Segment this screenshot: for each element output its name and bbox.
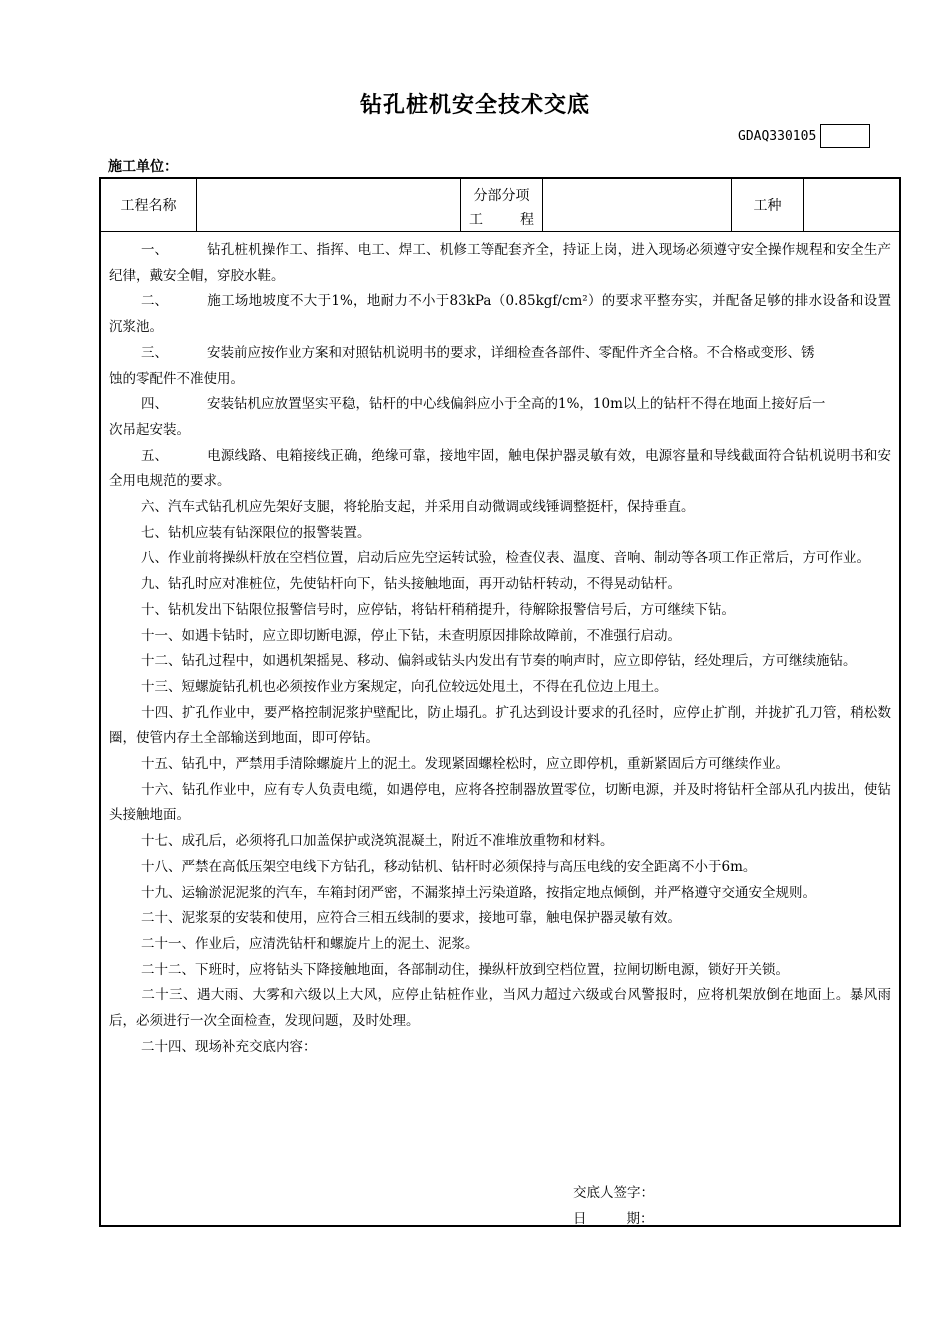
- item-text: 六、汽车式钻孔机应先架好支腿，将轮胎支起，并采用自动微调或线锤调整挺杆，保持垂直。: [141, 499, 695, 516]
- trade-label: 工种: [732, 179, 804, 231]
- disclosure-item: [109, 881, 891, 907]
- disclosure-item: [109, 289, 891, 340]
- disclosure-items: [101, 232, 899, 1061]
- item-text: 十四、扩孔作业中，要严格控制泥浆护壁配比，防止塌孔。扩孔达到设计要求的孔径时，应停止扩削，并拢扩孔刀管，稍松数圈，使管内存土全部输送到地面，即可停钻。: [109, 704, 891, 747]
- signer-label: 交底人签字：: [573, 1185, 654, 1201]
- item-continuation: 蚀的零配件不准使用。: [109, 370, 244, 387]
- trade-value[interactable]: [804, 179, 899, 231]
- item-text: 十七、成孔后，必须将孔口加盖保护或浇筑混凝土，附近不准堆放重物和材料。: [141, 833, 614, 850]
- item-text: 二十三、遇大雨、大雾和六级以上大风，应停止钻桩作业，当风力超过六级或台风警报时，应将机架放倒在地面上。暴风雨后，必须进行一次全面检查，发现问题，及时处理。: [109, 987, 891, 1030]
- item-text: 十五、钻孔中，严禁用手清除螺旋片上的泥土。发现紧固螺栓松时，应立即停机，重新紧固后方可继续作业。: [141, 756, 789, 773]
- item-text: 十六、钻孔作业中，应有专人负责电缆，如遇停电，应将各控制器放置零位，切断电源，并及时将钻杆全部从孔内拔出，使钻头接触地面。: [109, 781, 891, 824]
- item-text: 二十四、现场补充交底内容：: [141, 1038, 317, 1055]
- disclosure-item: [109, 778, 891, 829]
- item-text: 安装前应按作业方案和对照钻机说明书的要求，详细检查各部件、零配件齐全合格。不合格或变形、锈: [207, 344, 815, 361]
- disclosure-item: [109, 392, 891, 418]
- item-text: 钻孔桩机操作工、指挥、电工、焊工、机修工等配套齐全，持证上岗，进入现场必须遵守安全操作规程和安全生产纪律，戴安全帽，穿胶水鞋。: [109, 242, 891, 284]
- date-label-char-a: 日: [573, 1211, 587, 1227]
- sub-project-label: [461, 179, 543, 231]
- sub-project-label-char-b: 程: [520, 212, 534, 228]
- disclosure-item: [109, 238, 891, 289]
- construction-unit-label: 施工单位：: [108, 159, 178, 175]
- table-header: [101, 179, 899, 232]
- disclosure-item: [109, 521, 891, 547]
- disclosure-item: [109, 444, 891, 495]
- item-text: 二十二、下班时，应将钻头下降接触地面，各部制动住，操纵杆放到空档位置，拉闸切断电源，锁好开关锁。: [141, 961, 789, 978]
- form-code: GDAQ330105: [738, 128, 817, 144]
- item-text: 十二、钻孔过程中，如遇机架摇晃、移动、偏斜或钻头内发出有节奏的响声时，应立即停钻，经处理后，方可继续施钻。: [141, 653, 857, 670]
- disclosure-item: [109, 932, 891, 958]
- item-text: 二十、泥浆泵的安装和使用，应符合三相五线制的要求，接地可靠，触电保护器灵敏有效。: [141, 910, 681, 927]
- disclosure-item: [109, 1035, 891, 1061]
- document-title: 钻孔桩机安全技术交底: [359, 93, 590, 118]
- date-label: [573, 1207, 654, 1227]
- item-number: 二、: [141, 293, 168, 310]
- item-number: 四、: [141, 396, 168, 413]
- disclosure-item: [109, 649, 891, 675]
- disclosure-item: [109, 495, 891, 521]
- disclosure-item: [109, 341, 891, 367]
- item-text: 电源线路、电箱接线正确，绝缘可靠，接地牢固，触电保护器灵敏有效，电源容量和导线截面符合钻机说明书和安全用电规范的要求。: [109, 447, 891, 490]
- item-text: 安装钻机应放置坚实平稳，钻杆的中心线偏斜应小于全高的1%，10m以上的钻杆不得在地面上接好后一: [207, 396, 826, 413]
- item-continuation: 次吊起安装。: [109, 421, 190, 438]
- sub-project-value[interactable]: [543, 179, 732, 231]
- disclosure-item: [109, 701, 891, 752]
- item-text: 施工场地坡度不大于1%，地耐力不小于83kPa（0.85kgf/cm²）的要求平整夯实，并配备足够的排水设备和设置沉浆池。: [109, 293, 891, 336]
- project-name-value[interactable]: [197, 179, 461, 231]
- item-number: 三、: [141, 344, 168, 361]
- item-text: 八、作业前将操纵杆放在空档位置，启动后应先空运转试验，检查仪表、温度、音响、制动等各项工作正常后，方可作业。: [141, 550, 870, 567]
- item-text: 十一、如遇卡钻时，应立即切断电源，停止下钻，未查明原因排除故障前，不准强行启动。: [141, 627, 681, 644]
- item-text: 二十一、作业后，应清洗钻杆和螺旋片上的泥土、泥浆。: [141, 935, 479, 952]
- item-text: 九、钻孔时应对准桩位，先使钻杆向下，钻头接触地面，再开动钻杆转动，不得晃动钻杆。: [141, 576, 681, 593]
- sub-project-label-line1: 分部分项: [473, 188, 530, 204]
- disclosure-item: [109, 829, 891, 855]
- disclosure-item: [109, 752, 891, 778]
- item-text: 十三、短螺旋钻孔机也必须按作业方案规定，向孔位较远处甩土，不得在孔位边上甩土。: [141, 678, 668, 695]
- form-code-box[interactable]: [820, 124, 870, 148]
- item-text: 十、钻机发出下钻限位报警信号时，应停钻，将钻杆稍稍提升，待解除报警信号后，方可继续下钻。: [141, 601, 735, 618]
- date-label-char-b: 期：: [626, 1211, 654, 1227]
- disclosure-item: [109, 675, 891, 701]
- sub-project-label-char-a: 工: [469, 212, 483, 228]
- item-number: 一、: [141, 242, 168, 258]
- disclosure-item: [109, 983, 891, 1034]
- disclosure-table: [99, 177, 901, 1227]
- item-text: 十八、严禁在高低压架空电线下方钻孔，移动钻机、钻杆时必须保持与高压电线的安全距离不小于6m。: [141, 858, 757, 875]
- disclosure-item: [109, 546, 891, 572]
- disclosure-item: [109, 855, 891, 881]
- disclosure-item: [109, 598, 891, 624]
- form-code-row: [738, 124, 870, 148]
- item-text: 十九、运输淤泥泥浆的汽车，车箱封闭严密，不漏浆掉土污染道路，按指定地点倾倒，并严格遵守交通安全规则。: [141, 884, 816, 901]
- item-text: 七、钻机应装有钻深限位的报警装置。: [141, 524, 371, 541]
- project-name-label: 工程名称: [101, 179, 197, 231]
- item-number: 五、: [141, 447, 168, 464]
- sub-project-label-line2: [469, 209, 534, 229]
- disclosure-item: [109, 624, 891, 650]
- disclosure-item: [109, 906, 891, 932]
- disclosure-item: [109, 958, 891, 984]
- disclosure-item: [109, 572, 891, 598]
